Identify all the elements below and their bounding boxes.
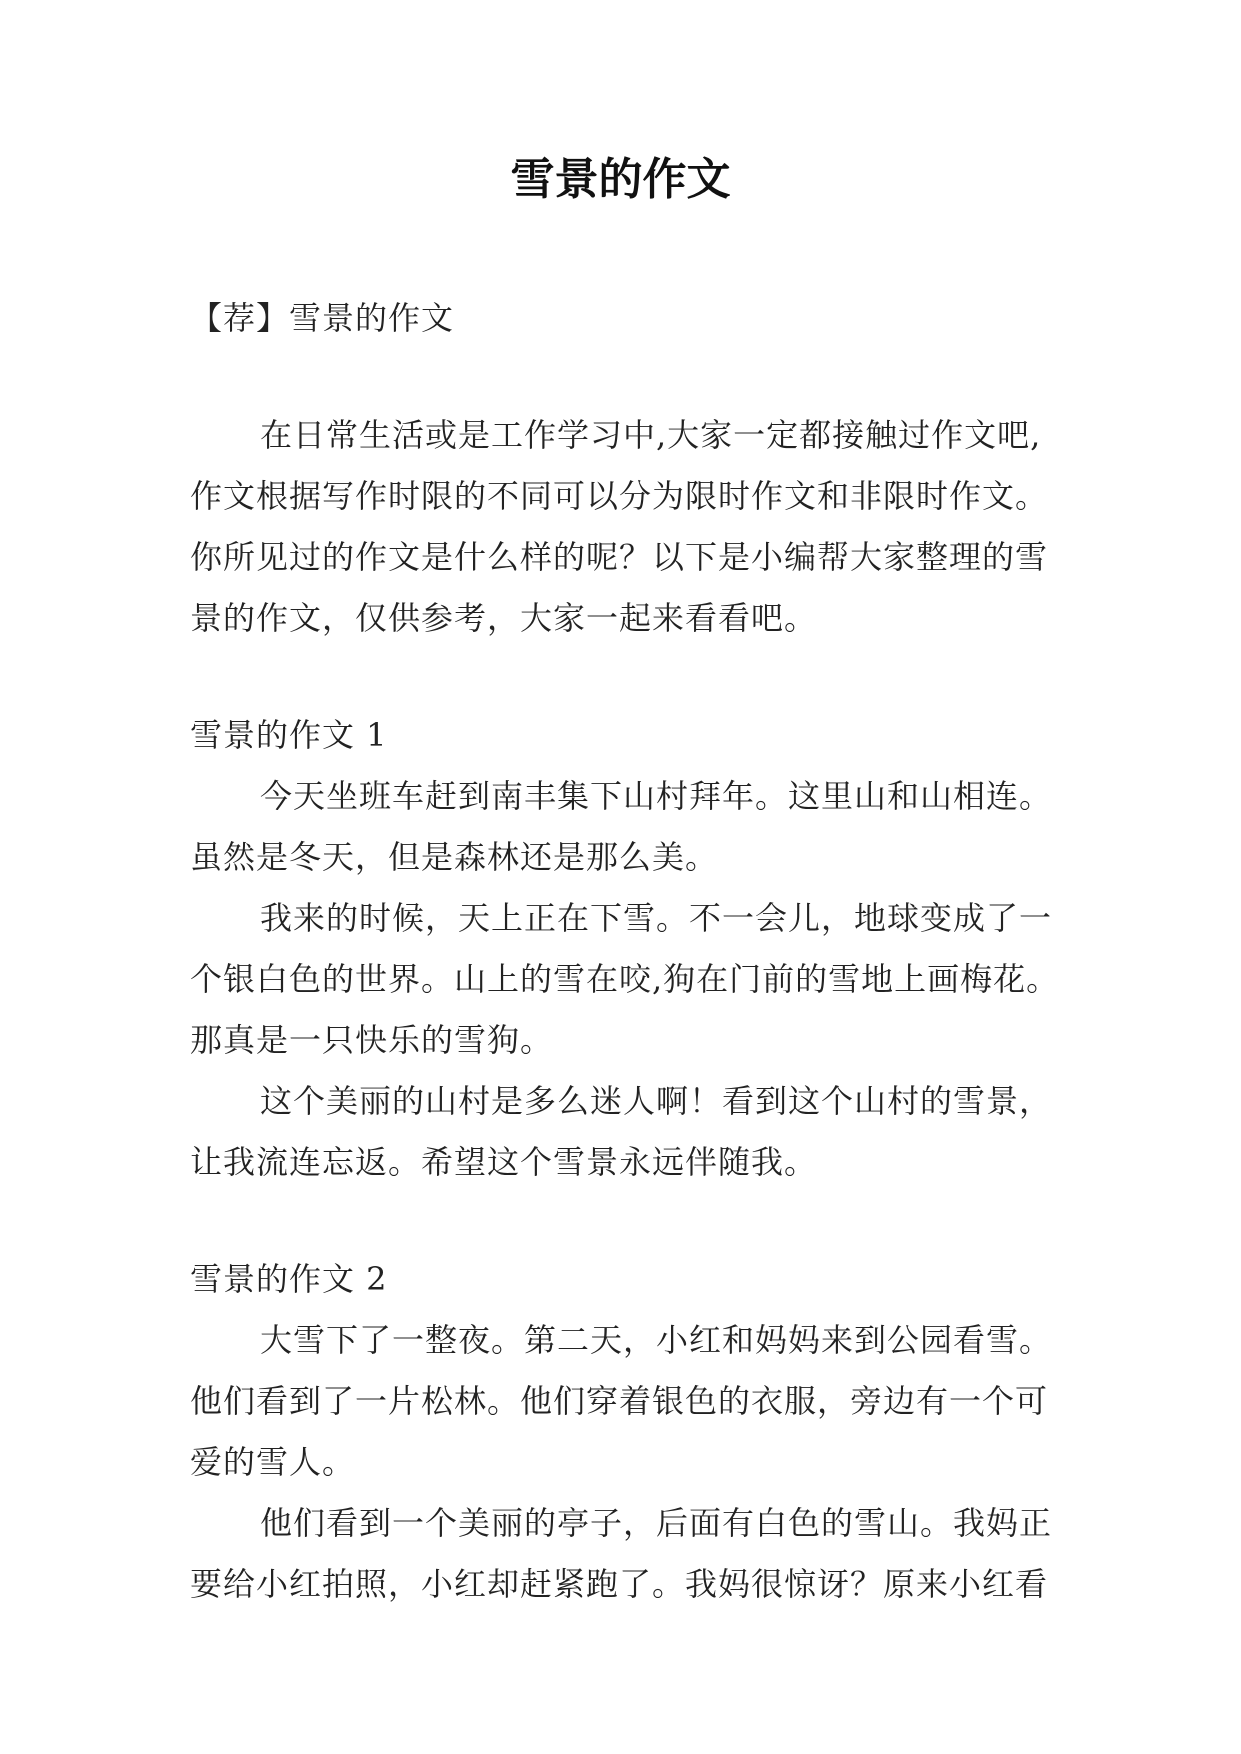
section-paragraph: 我来的时候，天上正在下雪。不一会儿，地球变成了一个银白色的世界。山上的雪在咬,狗在门前的雪地上画梅花。那真是一只快乐的雪狗。 [190,899,1060,1059]
document-body [190,288,1070,1615]
document-title: 雪景的作文 [510,154,731,205]
section-paragraph: 今天坐班车赶到南丰集下山村拜年。这里山和山相连。虽然是冬天，但是森林还是那么美。 [190,777,1053,876]
essay-section-1 [190,705,1070,1193]
intro-paragraph: 在日常生活或是工作学习中,大家一定都接触过作文吧,作文根据写作时限的不同可以分为限时作文和非限时作文。你所见过的作文是什么样的呢？以下是小编帮大家整理的雪景的作文，仅供参考，大家一起来看看吧。 [190,416,1049,637]
document-tagline: 【荐】雪景的作文 [190,299,455,337]
section-paragraph: 这个美丽的山村是多么迷人啊！看到这个山村的雪景，让我流连忘返。希望这个雪景永远伴随我。 [190,1082,1053,1181]
essay-section-2 [190,1249,1070,1615]
section-heading: 雪景的作文 2 [190,1260,388,1298]
section-heading: 雪景的作文 1 [190,716,388,754]
section-paragraph: 他们看到一个美丽的亭子，后面有白色的雪山。我妈正要给小红拍照，小红却赶紧跑了。我妈很惊讶？原来小红看 [190,1504,1053,1603]
section-paragraph: 大雪下了一整夜。第二天，小红和妈妈来到公园看雪。他们看到了一片松林。他们穿着银色的衣服，旁边有一个可爱的雪人。 [190,1321,1053,1481]
